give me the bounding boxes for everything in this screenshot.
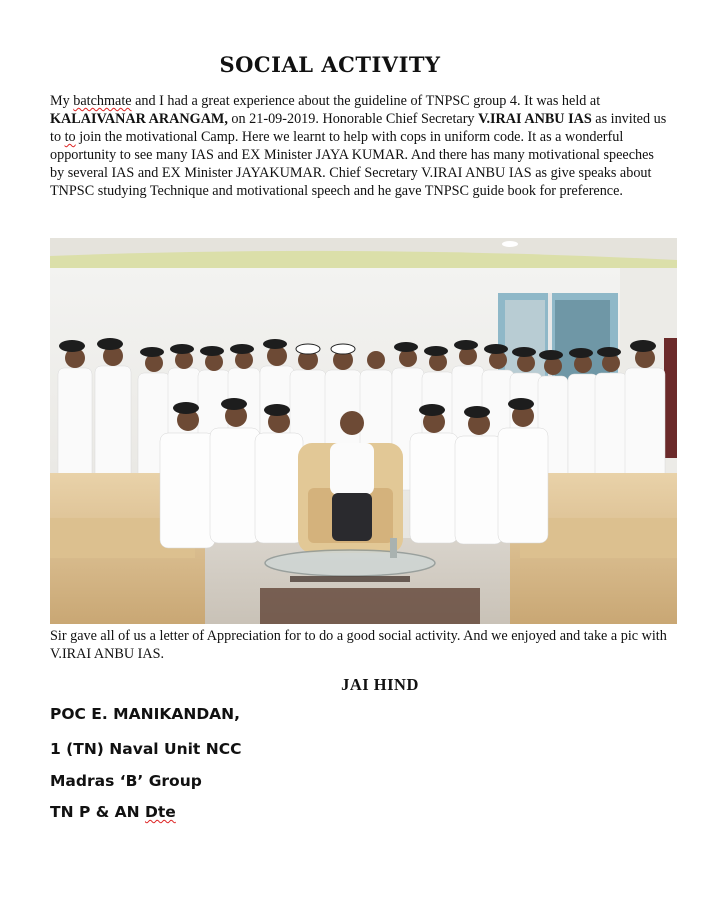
- signature-name: POC E. MANIKANDAN,: [50, 705, 241, 723]
- venue-name: KALAIVANAR ARANGAM,: [50, 111, 228, 128]
- spellcheck-word: to: [64, 129, 76, 146]
- group-photo: [50, 238, 677, 624]
- signature-unit: 1 (TN) Naval Unit NCC: [50, 740, 242, 758]
- photo-caption: Sir gave all of us a letter of Appreciation for to do a good social activity. And we enjoyed and take a pic with V.IRAI ANBU IAS.: [50, 628, 667, 662]
- page-title: SOCIAL ACTIVITY: [219, 52, 441, 77]
- closing-slogan: JAI HIND: [341, 675, 419, 694]
- activity-description: My batchmate and I had a great experience about the guideline of TNPSC group 4. It was held at KALAIVANAR ARANGAM, on 21-09-2019. Honorable Chief Secretary V.IRAI ANBU IAS as invited us to to join the motivational Camp. Here we learnt to help with cops in uniform code. It as a wonderful opportunity to see many IAS and EX Minister JAYA KUMAR. And there has many motivational speeches by several IAS and EX Minister JAYAKUMAR. Chief Secretary V.IRAI ANBU IAS as give speaks about TNPSC studying Technique and motivational speech and he gave TNPSC guide book for preference.: [50, 93, 667, 200]
- signature-group: Madras ‘B’ Group: [50, 772, 202, 790]
- spellcheck-word: batchmate: [73, 93, 132, 109]
- signature-directorate: TN P & AN Dte: [50, 803, 176, 821]
- chief-secretary-name: V.IRAI ANBU IAS: [478, 111, 592, 128]
- spellcheck-word: Dte: [144, 803, 176, 821]
